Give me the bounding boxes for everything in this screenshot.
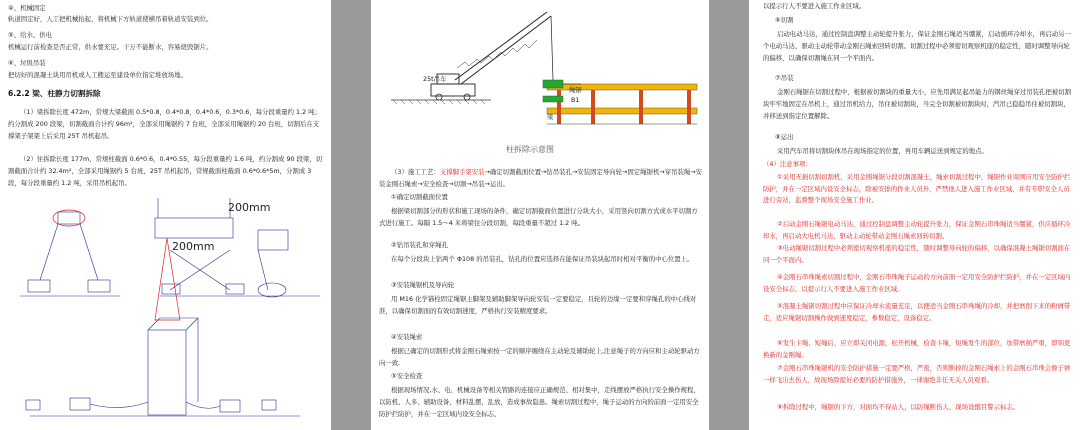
item-body: 根据梁切割部分的形状和施工现场的条件，确定切割截面位置进行分块大小，采用竖向切割方式或水平切割方式进行施工。每隔 1.5～4 米将梁往分段切割，每段重量不超过 1.2 吨。 (379, 207, 698, 227)
text-line: 以提示行人不要进入施工作业区域。 (763, 2, 866, 10)
dimension-label: 200mm (172, 240, 215, 253)
item-title: ⑤安全检查 (391, 372, 423, 380)
item-title: ①确定切割截面位置 (391, 193, 448, 201)
crane-label: 25t吊车 (423, 75, 447, 83)
document-page-2 (371, 0, 709, 430)
item-body: 用 M16 化学锚栓固定绳锯主脚架及辅助脚架导向轮安装一定要稳定，且轮的边缘一定要和穿绳孔的中心线对准，以确保切割面的有效切割速度，严格执行安装精度要求。 (379, 295, 697, 315)
item-body: 在每个分段块上钻两个 Φ108 的吊装孔，钻孔的位置应选择在能保证吊装块起吊时相对平衡的中心位置上。 (391, 255, 694, 263)
item-title: ⑥切割 (775, 16, 794, 24)
paragraph: （2）住拆除长度 177m，常规柱截面 0.6*0.6，0.4*0.55，每分段重量约 1.6 吨，约分割成 90 段梁，切割截面合计约 32.4m²，全部采用绳锯约 5 台班，25T 吊机起吊，常规截面柱截面 0.6*0.6*5m，分割成 3 段，每分段重量约 1.2 吨，采用吊机起吊。 (8, 155, 323, 187)
paragraph: （1）梁拆除长度 472m，常规大梁截面 0.5*0.8，0.4*0.8，0.4*0.6，0.3*0.6，每分段重量约 1.2 吨；约分割成 200 段梁，切割截面合计约 96m²，全部采用绳锯约 7 台班，全部采用绳锯约 20 台班，切割后在支撑架子架架上后采用 25T 吊机起吊。 (8, 108, 322, 140)
item-body: 金刚石绳锯在切割过程中，根据被切割块的重量大小，应先用满足起吊能力的钢丝绳穿过吊装孔把被切割块牢牢地固定在吊机上，通过吊机给力，吊住被切割块，当完全切割被切割块时，汽吊已稳稳吊住被切割块，并移送到指定位置解除。 (763, 88, 1071, 120)
note-item: ④金刚石串珠绳索切割过程中，金刚石串珠绳子运动的方向前面一定用安全防护拦防护，并在一定区域内设安全标志，以提示行人不要进入施工作业区域。 (763, 273, 1071, 293)
item-title: ④安装绳索 (391, 333, 423, 341)
process-label: （3）施工工艺： (391, 168, 440, 176)
saw-label: 绳锯 (569, 86, 582, 94)
item-body: 采用汽车吊将切割块体吊在现场指定的位置，再用车辆运送到规定的地点。 (777, 147, 988, 155)
note-item: ①采用无损切割切割机，采用金刚绳锯分段切割混凝土，绳索切割过程中，绳锯作业周围应用安全防护拦防护，并在一定区域内设安全标志，除被安排的作业人员外，严禁他人进入施工作业区域，并有专职安全人员进行旁站，监督整个现场安全施工作业。 (763, 173, 1071, 204)
note-item: ⑦金刚石串珠绳锯机的安全防护措施一定要严格，严密，否则断掉的金刚石绳索上的金刚石串珠会像子弹一样飞出去伤人，故现场除提好必要的防护措施外，一律谢绝非任无关人员观看。 (763, 364, 1071, 384)
note-item: ⑧拆除过程中，绳锯的下方，对面均不得站人，以防绳断伤人，现场设醒目警示标志。 (777, 403, 1020, 411)
text-line: 把切好的混凝土块用吊机或人工搬运至建设单位指定堆放场地。 (8, 71, 187, 79)
column-demolition-diagram (371, 0, 709, 130)
beam-label: B1 (571, 96, 580, 104)
item-title: ③安装绳锯机及导向轮 (391, 281, 455, 289)
item-body: 启动电动马达，通过控制盘调整主动轮提升张力，保证金刚石绳适当绷紧，启动循环冷却水，再启动另一个电动马达，驱动主动轮带动金刚石绳索回转切割。切割过程中必须密切观察机座的稳定性，随时调整导向轮的偏移，以确保切割绳在同一个平面内。 (763, 30, 1071, 62)
dimension-label: 200mm (228, 201, 271, 214)
figure-caption: 柱拆除示意图 (506, 145, 554, 154)
text-line: ⑤、给水、供电 (8, 31, 53, 39)
note-item: ③电动绳锯切割过程中必须密切观察机座的稳定性，随时调整导向轮的偏移，以确保混凝土绳锯切割面在同一个平面内。 (763, 244, 1071, 264)
note-item: ②启动金刚石绳锯电动马达，通过控制盘调整主动轮提升张力，保证金刚石串珠绳适当绷紧，供应循环冷却水，再启动大电机马达，驱动主动轮带动金刚石绳索回转切割。 (763, 220, 1071, 240)
note-item: ⑤混凝土绳锯切割过程中应保证冷却水流量充足，以便适当金刚石串珠绳的冷却，并把磨削下来的粉屑带走，适应绳锯切割操作做到速度稳定，参数稳定，设备稳定。 (763, 302, 1071, 322)
item-title: ②钻吊装孔和穿绳孔 (391, 241, 448, 249)
section-heading: 6.2.2 梁、柱静力切割拆除 (8, 89, 101, 98)
document-page-1 (0, 0, 331, 430)
text-line: 轨道固定好，人工把机械抬起，将机械下方轨道使横吊着轨道安装到位。 (8, 15, 213, 23)
text-line: ④、机械固定 (8, 4, 46, 12)
text-line: 机械运行前检查是否正常，供水要充足。干万不能断水，容易烧毁锯片。 (8, 43, 213, 51)
note-item: ⑥发生卡绳、短绳后，应立即关闭电源，松开机械，检查卡绳，短绳发生的部位，加带磨损严重，即刻更换新的金刚绳。 (763, 339, 1071, 359)
document-page-3 (749, 0, 1080, 430)
process-highlight: 支撑脚手架安装 (439, 168, 485, 176)
item-body: 根据现场情况,水、电、机械设备等相关管路的连接应正确规范、相对集中，走线摆放严格执行安全操作规程，以防机、人多、辅助设备，材料乱摆，乱放，造成事故隐患。绳索切割过程中，绳子运动的方向的前面一定用安全防护拦防护，并在一定区域内设安全标志， (379, 386, 700, 418)
cutting-sketch-figure (0, 190, 331, 430)
notes-heading: （4）注意事项： (763, 160, 812, 168)
beam-label: 梁 (547, 113, 554, 121)
text-line: ⑥、垃圾吊装 (8, 59, 46, 67)
item-title: ⑧运出 (775, 133, 794, 141)
item-body: 根据已确定的切割形式将金刚石绳索按一定的顺序缠绕在主动轮及辅助轮上,注意绳子的方向应和主动轮驱动方向一致. (379, 347, 700, 367)
process-paragraph (379, 166, 703, 190)
process-steps: →确定切割截面位置→钻吊装孔→安装固定导向轮→固定绳锯机→穿吊装绳→安装金刚石绳索→安全检查→切割→吊装→运出。 (379, 168, 703, 188)
item-title: ⑦吊装 (775, 74, 794, 82)
